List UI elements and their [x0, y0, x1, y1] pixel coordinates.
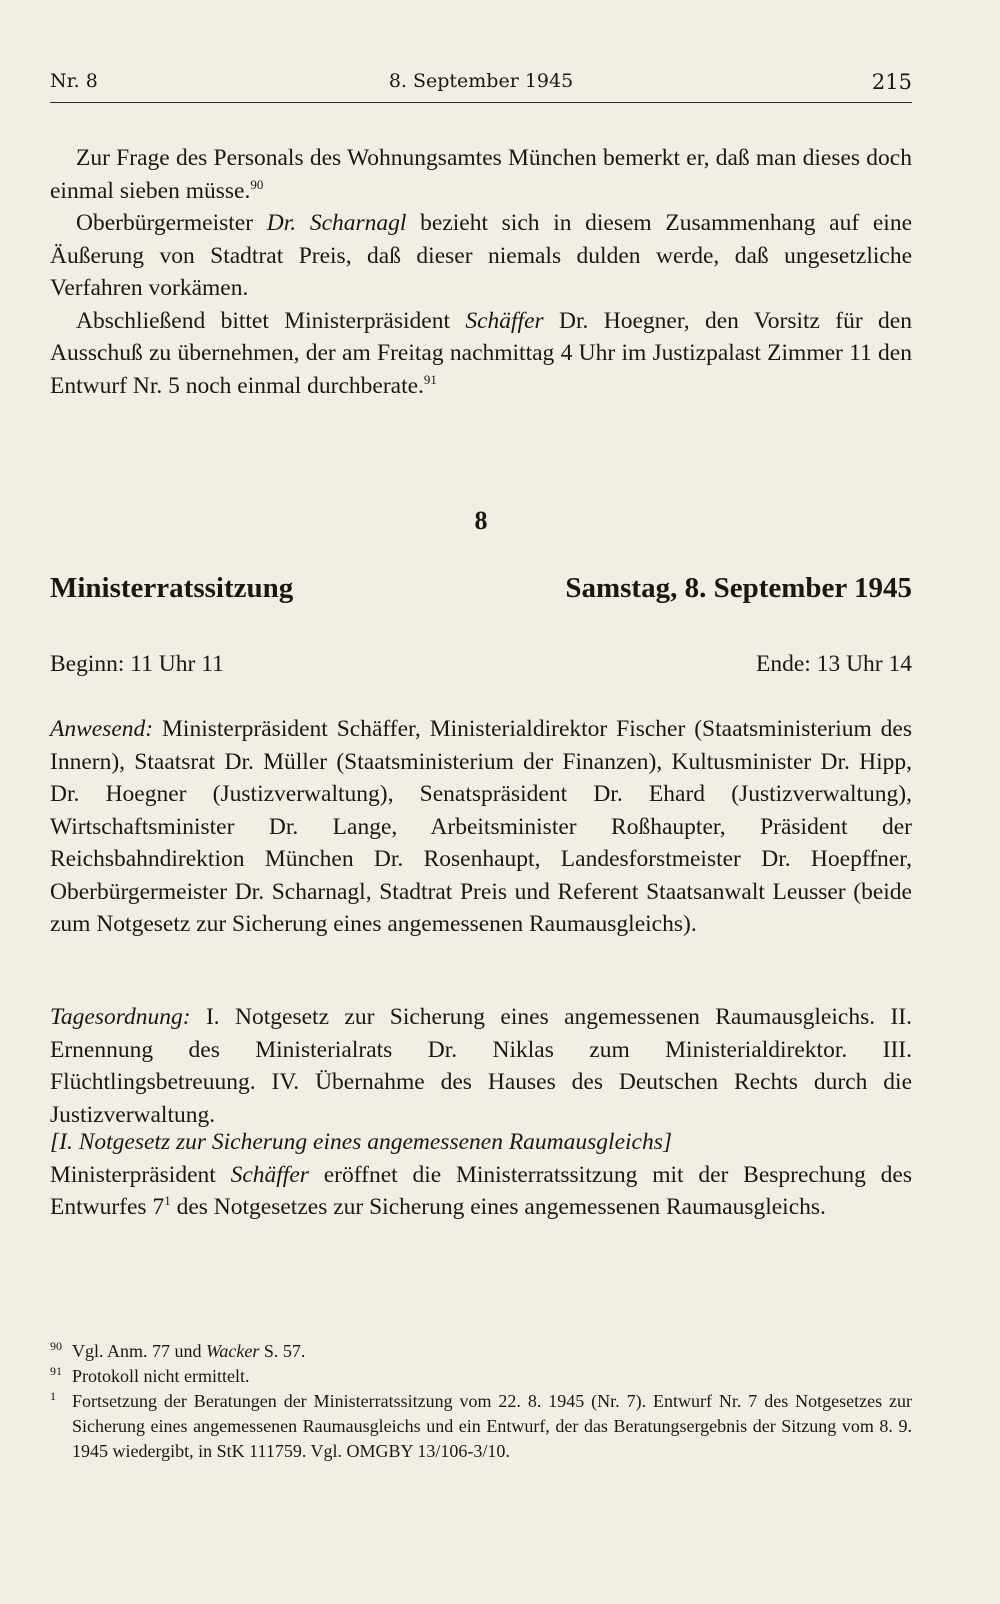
attendance-paragraph: Anwesend: Ministerpräsident Schäffer, Ministerialdirektor Fischer (Staatsministerium des Innern), Staatsrat Dr. Müller (Staatsministerium der Finanzen), Kultusminister Dr. Hipp, Dr. Hoegner (Justizverwaltung), Senatspräsident Dr. Ehard (Justizverwaltung), Wirtschaftsminister Dr. Lange, Arbeitsminister Roßhaupter, Präsident der Reichsbahndirektion München Dr. Rosenhaupt, Landesforstmeister Dr. Hoepffner, Oberbürgermeister Dr. Scharnagl, Stadtrat Preis und Referent Staatsanwalt Leusser (beide zum Notgesetz zur Sicherung eines angemessenen Raumausgleichs).: [50, 716, 912, 937]
meeting-heading: [50, 572, 912, 612]
footnote: 91 Protokoll nicht ermittelt.: [50, 1364, 250, 1386]
end-time: Ende: 13 Uhr 14: [756, 651, 912, 677]
paragraph: Abschließend bittet Ministerpräsident Schäffer Dr. Hoegner, den Vorsitz für den Ausschuß zu übernehmen, der am Freitag nachmittag 4 Uhr im Justizpalast Zimmer 11 den Entwurf Nr. 5 noch einmal durchberate.$^{91}$: [50, 307, 912, 399]
section-title: [I. Notgesetz zur Sicherung eines angemessenen Raumausgleichs]: [50, 1129, 673, 1155]
header-date: 8. September 1945: [388, 70, 574, 92]
page-number: 215: [871, 70, 912, 94]
paragraph: Zur Frage des Personals des Wohnungsamtes München bemerkt er, daß man dieses doch einmal sieben müsse.$^{90}$: [50, 145, 912, 204]
person-name: Schäffer: [465, 307, 544, 334]
agenda-label: Tagesordnung:: [50, 1004, 191, 1030]
footnote-ref[interactable]: 91: [423, 371, 437, 387]
paragraph: Oberbürgermeister Dr. Scharnagl bezieht sich in diesem Zusammenhang auf eine Äußerung von Stadtrat Preis, daß dieser niemals dulden werde, daß ungesetzliche Verfahren vorkämen.: [50, 210, 913, 301]
agenda-paragraph: Tagesordnung: I. Notgesetz zur Sicherung eines angemessenen Raumausgleichs. II. Ernennung des Ministerialrats Dr. Niklas zum Ministerialdirektor. III. Flüchtlingsbetreuung. IV. Übernahme des Hauses des Deutschen Rechts durch die Justizverwaltung.: [50, 1004, 912, 1128]
running-head: [50, 70, 912, 103]
person-name: Dr. Scharnagl: [266, 210, 407, 236]
footnotes: [50, 1339, 912, 1464]
paragraph: Ministerpräsident Schäffer eröffnet die Ministerratssitzung mit der Besprechung des Entwurfes $7^1$ des Notgesetzes zur Sicherung eines angemessenen Raumausgleichs.: [50, 1161, 912, 1220]
meeting-times: [50, 651, 912, 685]
attendance-label: Anwesend:: [50, 716, 154, 742]
footnote: 1 Fortsetzung der Beratungen der Ministerratssitzung vom 22. 8. 1945 (Nr. 7). Entwurf Nr. 7 des Notgesetzes zur Sicherung eines angemessenen Raumausgleichs und ein Entwurf, der das Beratungsergebnis der Sitzung vom 8. 9. 1945 wiedergibt, in StK 111759. Vgl. OMGBY 13/106-3/10.: [50, 1389, 912, 1461]
agenda-item-1: [50, 1126, 912, 1224]
meeting-date: Samstag, 8. September 1945: [565, 572, 912, 604]
footnote: 90 Vgl. Anm. 77 und Wacker S. 57.: [50, 1339, 306, 1361]
footnote-ref[interactable]: 90: [250, 176, 264, 192]
footnote-ref[interactable]: 1: [164, 1193, 171, 1209]
issue-number: Nr. 8: [50, 70, 98, 92]
meeting-title: Ministerratssitzung: [50, 572, 294, 604]
agenda-section: [50, 1001, 912, 1131]
previous-meeting-text: [50, 142, 912, 402]
person-name: Schäffer: [230, 1161, 309, 1188]
attendance-section: [50, 713, 912, 941]
document-page: [50, 0, 912, 1604]
document-number: 8: [474, 506, 488, 535]
begin-time: Beginn: 11 Uhr 11: [50, 651, 224, 677]
